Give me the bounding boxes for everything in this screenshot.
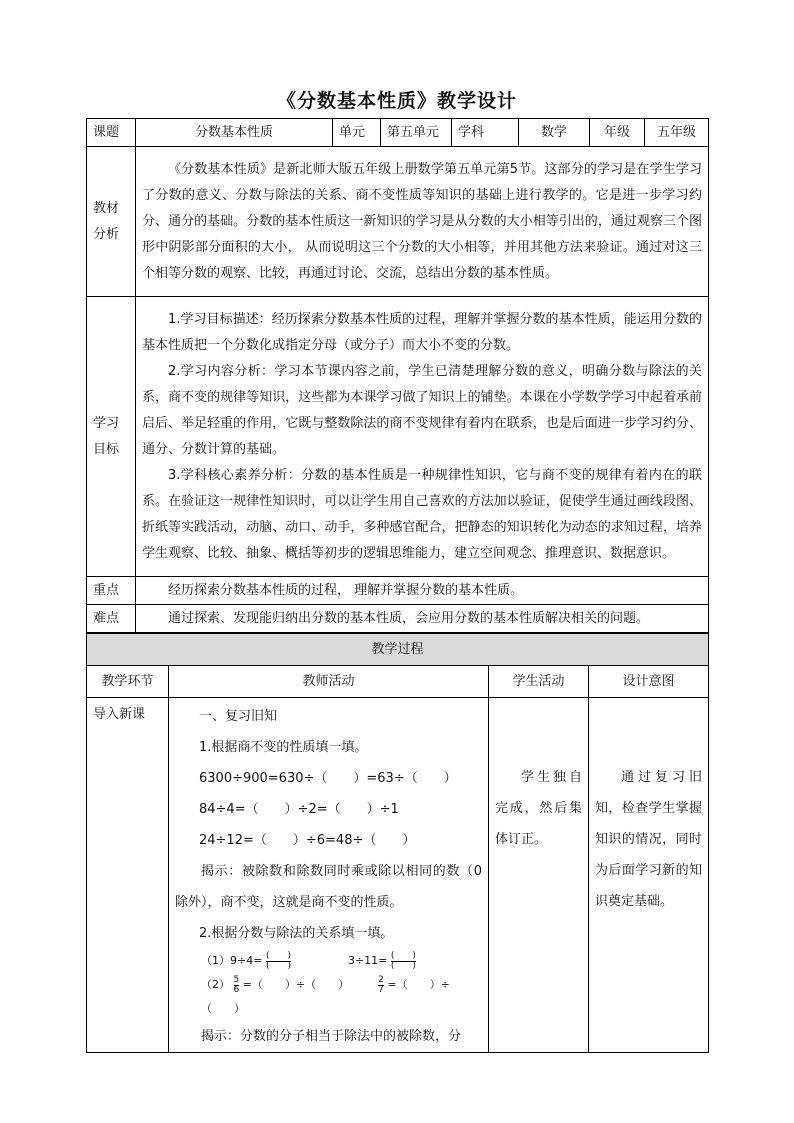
danyuan-value: 第五单元 (381, 119, 452, 147)
fraction-3-prefix: （2） (201, 978, 230, 991)
student-cell (489, 698, 589, 1053)
mubiao-p3: 3.学科核心素养分析：分数的基本性质是一种规律性知识，它与商不变的规律有着内在的联系。在验证这一规律性知识时，可以让学生用自己喜欢的方法加以验证，促使学生通过画线段图、折纸等实践活动，动脑、动口、动手，多种感官配合，把静态的知识转化为动态的求知过程，培养学生观察、比较、抽象、概括等初步的逻辑思维能力，建立空间观念、推理意识、数据意识。 (142, 467, 702, 561)
zhongdian-cell (136, 577, 709, 605)
col-teacher: 教师活动 (169, 666, 489, 698)
reveal-1: 揭示：被除数和除数同时乘或除以相同的数（0除外），商不变，这就是商不变的性质。 (175, 864, 482, 910)
keti-label: 课题 (87, 119, 136, 147)
intent-cell (589, 698, 709, 1053)
question-2: 2.根据分数与除法的关系填一填。 (199, 926, 394, 941)
question-1: 1.根据商不变的性质填一填。 (199, 740, 368, 755)
teacher-cell (169, 698, 489, 1053)
col-stage: 教学环节 (87, 666, 169, 698)
math-line-3: 24÷12=（ ）÷6=48÷（ ） (199, 833, 416, 848)
fraction-2-prefix: 3÷11= (347, 954, 388, 967)
jiaocai-text: 《分数基本性质》是新北师大版五年级上册数学第五单元第5节。这部分的学习是在学生学习了分数的意义、分数与除法的关系、商不变性质等知识的基础上进行教学的。它是进一步学习约分、通分的基础。分数的基本性质这一新知识的学习是从分数的大小相等引出的，通过观察三个图形中阴影部分面积的大小， 从而说明这三个分数的大小相等，并用其他方法来验证。通过对这三个相等分数的观察、比较，再通过讨论、交流，总结出分数的基本性质。 (142, 161, 702, 281)
fraction-1-prefix: （1）9÷4= (201, 954, 263, 967)
nianji-label: 年级 (590, 119, 645, 147)
xueke-value: 数学 (519, 119, 590, 147)
reveal-2: 揭示：分数的分子相当于除法中的被除数，分 (201, 1029, 462, 1044)
mubiao-p2: 2.学习内容分析：学习本节课内容之前，学生已清楚理解分数的意义，明确分数与除法的关系，商不变的规律等知识，这些都为本课学习做了知识上的铺垫。本课在小学数学学习中起着承前启后、举足轻重的作用，它既与整数除法的商不变规律有着内在联系，也是后面进一步学习约分、通分、分数计算的基础。 (142, 363, 702, 457)
mubiao-p1: 1.学习目标描述：经历探索分数基本性质的过程，理解并掌握分数的基本性质，能运用分数的基本性质把一个分数化成指定分母（或分子）而大小不变的分数。 (142, 311, 702, 353)
student-text: 学生独自完成，然后集体订正。 (495, 770, 582, 847)
review-heading: 一、复习旧知 (199, 709, 278, 724)
math-line-1: 6300÷900=630÷（ ）=63÷（ ） (199, 771, 457, 786)
stage-cell: 导入新课 (87, 698, 169, 1053)
nianji-value: 五年级 (645, 119, 709, 147)
intent-text: 通过复习旧知，检查学生掌握知识的情况，同时为后面学习新的知识奠定基础。 (595, 770, 703, 909)
col-student: 学生活动 (489, 666, 589, 698)
fraction-row-2 (175, 973, 482, 1021)
mubiao-label: 学习目标 (87, 297, 136, 577)
nandian-cell (136, 605, 709, 633)
keti-value: 分数基本性质 (136, 119, 333, 147)
col-intent: 设计意图 (589, 666, 709, 698)
fraction-4: $\frac{2}{7}$ (378, 974, 384, 995)
page-title: 《分数基本性质》教学设计 (276, 90, 517, 112)
info-table (86, 118, 709, 633)
fraction-3: $\frac{5}{6}$ (233, 974, 240, 995)
nandian-text: 通过探索、发现能归纳出分数的基本性质，会应用分数的基本性质解决相关的问题。 (168, 610, 650, 626)
process-table (86, 633, 709, 1053)
zhongdian-text: 经历探索分数基本性质的过程， 理解并掌握分数的基本性质。 (168, 582, 524, 598)
fraction-1-blank: $\frac{( )}{( )}$ (265, 950, 291, 971)
nandian-label: 难点 (87, 605, 136, 633)
danyuan-label: 单元 (333, 119, 381, 147)
process-header: 教学过程 (87, 634, 709, 666)
jiaocai-cell (136, 147, 709, 297)
jiaocai-label: 教材分析 (87, 147, 136, 297)
fraction-row-1 (175, 949, 482, 973)
mubiao-cell (136, 297, 709, 577)
xueke-label: 学科 (452, 119, 519, 147)
fraction-3-suffix: =（ ）÷（ ） (242, 978, 350, 991)
fraction-4-suffix: =（ ）÷（ ） (201, 978, 450, 1015)
zhongdian-label: 重点 (87, 577, 136, 605)
math-line-2: 84÷4=（ ）÷2=（ ）÷1 (199, 802, 399, 817)
fraction-2-blank: $\frac{( )}{( )}$ (390, 950, 416, 971)
